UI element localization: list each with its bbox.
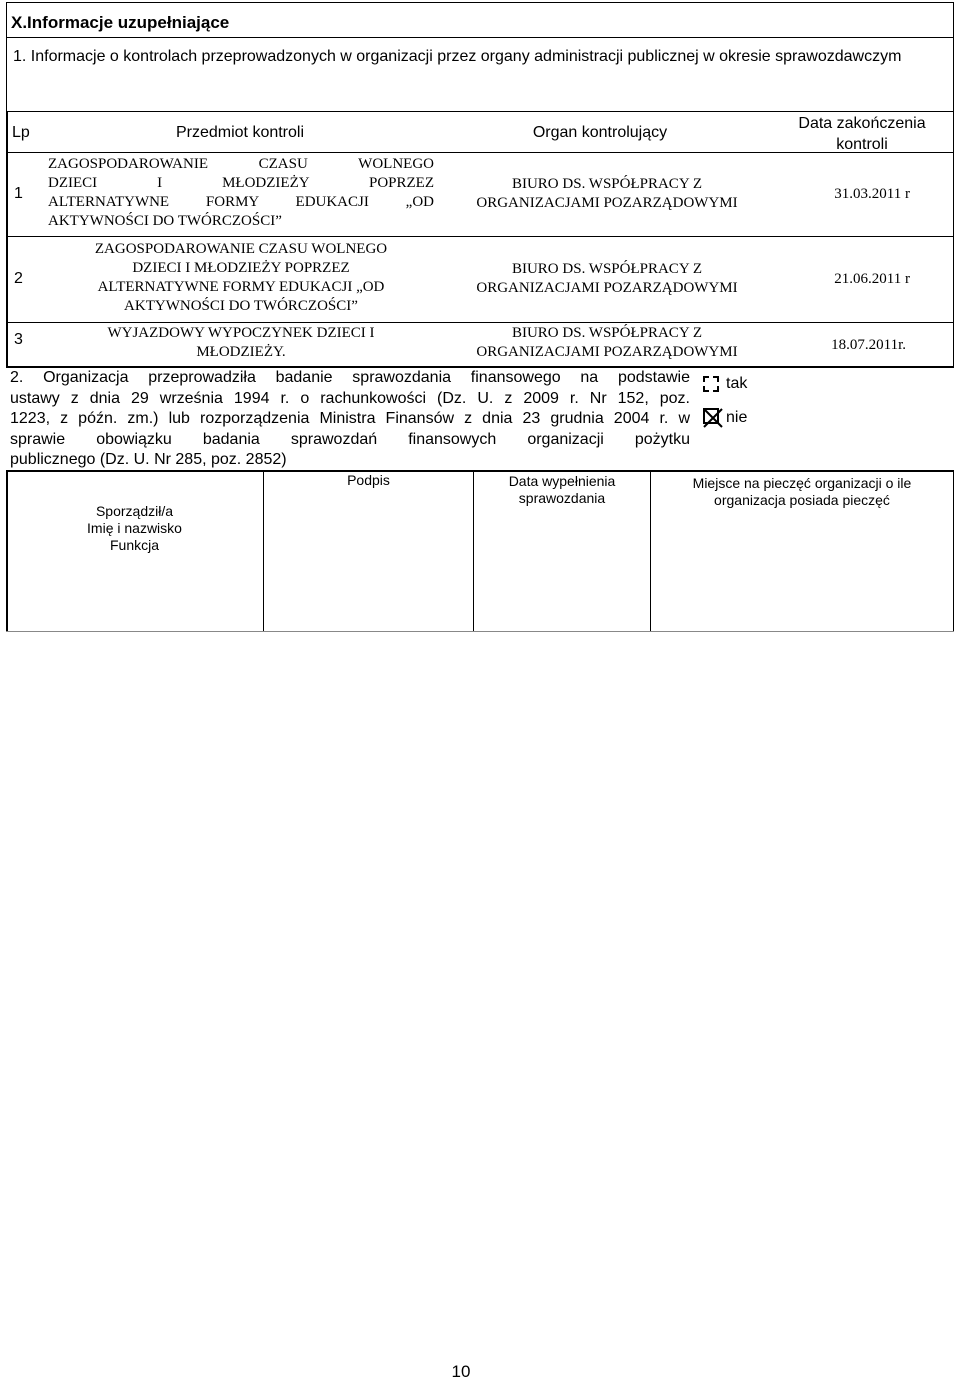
row-date: 21.06.2011 r: [834, 271, 910, 287]
row-organ: BIURO DS. WSPÓŁPRACY Z ORGANIZACJAMI POZARZĄDOWYMI: [476, 261, 738, 296]
row-subject: WYJAZDOWY WYPOCZYNEK DZIECI I MŁODZIEŻY.: [107, 325, 375, 360]
option-no[interactable]: [703, 406, 803, 432]
subsection-title-box: [6, 38, 954, 112]
row-date: 18.07.2011r.: [831, 337, 906, 353]
yes-label: tak: [726, 375, 748, 392]
no-label: nie: [726, 409, 748, 426]
row-date: 31.03.2011 r: [834, 186, 910, 202]
row-subject: ZAGOSPODAROWANIE CZASU WOLNEGO DZIECI I MŁODZIEŻY POPRZEZ ALTERNATYWNE FORMY EDUKACJI „OD AKTYWNOŚCI DO TWÓRCZOŚCI”: [94, 241, 388, 314]
fill-date-label: Data wypełnienia sprawozdania: [508, 473, 616, 506]
yes-checkbox[interactable]: [703, 376, 719, 392]
option-yes[interactable]: [703, 374, 803, 398]
row-organ: BIURO DS. WSPÓŁPRACY Z ORGANIZACJAMI POZARZĄDOWYMI: [476, 176, 738, 211]
audit-paragraph: 2. Organizacja przeprowadziła badanie sprawozdania finansowego na podstawie ustawy z dnia 29 września 1994 r. o rachunkowości (Dz. U. z 2009 r. Nr 152, poz. 1223, z późn. zm.) lub rozporządzenia Ministra Finansów z dnia 23 grudnia 2004 r. w sprawie obowiązku badania sprawozdań finansowych organizacji pożytku publicznego (Dz. U. Nr 285, poz. 2852): [10, 369, 690, 468]
check-mark-icon: [702, 407, 724, 429]
row-lp: 2: [14, 270, 23, 287]
header-subject: Przedmiot kontroli: [175, 124, 305, 141]
header-organ: Organ kontrolujący: [532, 124, 668, 141]
row-lp: 3: [14, 331, 23, 348]
stamp-label: Miejsce na pieczęć organizacji o ile organizacja posiada pieczęć: [692, 475, 912, 508]
subsection-title: 1. Informacje o kontrolach przeprowadzonych w organizacji przez organy administracji publicznej w okresie sprawozdawczym: [13, 48, 902, 65]
signature-label: Podpis: [347, 472, 390, 488]
row-subject: ZAGOSPODAROWANIE CZASU WOLNEGO DZIECI I MŁODZIEŻY POPRZEZ ALTERNATYWNE FORMY EDUKACJI „OD AKTYWNOŚCI DO TWÓRCZOŚCI”: [48, 156, 434, 229]
no-checkbox[interactable]: [703, 408, 719, 424]
header-date: Data zakończenia kontroli: [798, 115, 926, 153]
row-organ: BIURO DS. WSPÓŁPRACY Z ORGANIZACJAMI POZARZĄDOWYMI: [476, 325, 738, 360]
row-lp: 1: [14, 185, 23, 202]
header-lp: Lp: [12, 124, 30, 141]
section-title: X.Informacje uzupełniające: [11, 13, 230, 32]
prepared-by: Sporządził/a Imię i nazwisko Funkcja: [87, 503, 182, 553]
section-title-box: [6, 2, 954, 38]
page-number: 10: [451, 1362, 471, 1381]
